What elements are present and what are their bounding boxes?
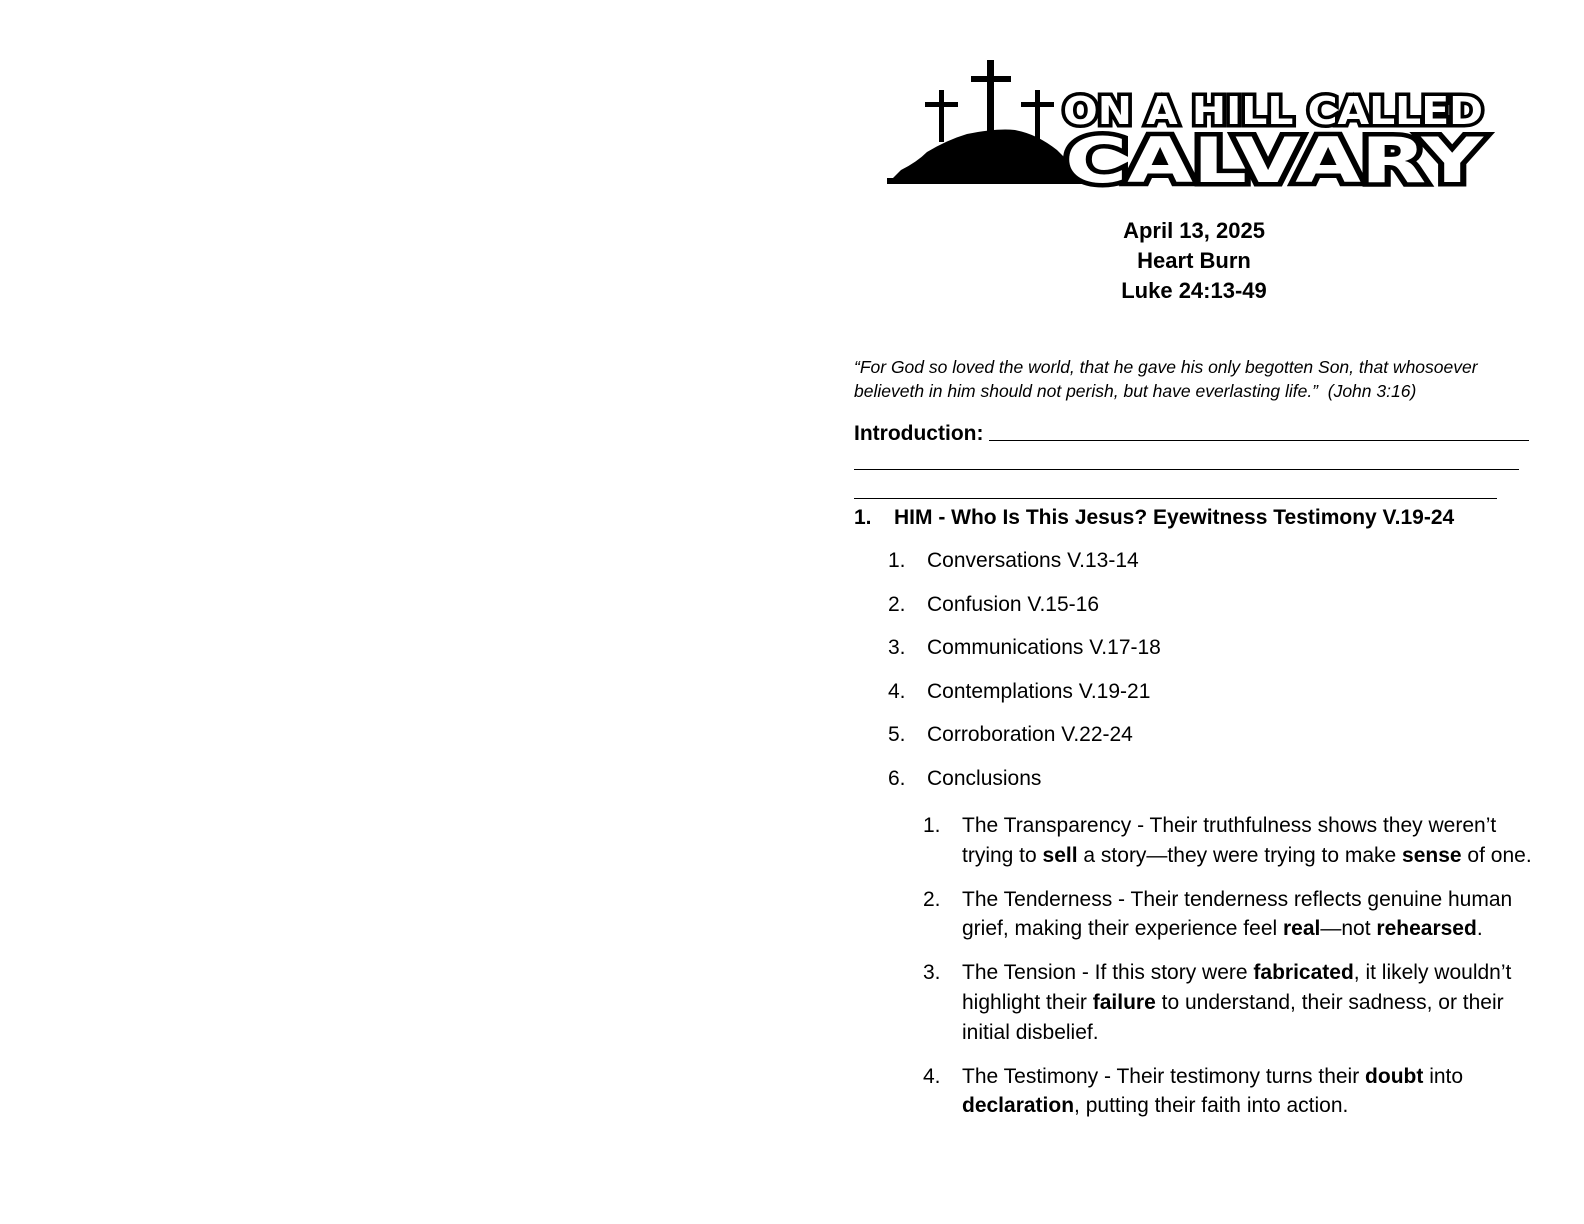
conclusions-list <box>923 811 1533 1135</box>
bulletin-page <box>792 0 1584 1224</box>
fill-in-line <box>989 440 1529 441</box>
introduction-block <box>854 418 1529 446</box>
fill-in-line <box>854 469 1519 470</box>
section-number: 1. <box>854 506 872 529</box>
list-item: 3. Communications V.17-18 <box>888 636 1161 660</box>
verse-text: “For God so loved the world, that he gave his only begotten Son, that whosoever believeth in him should not perish, but have everlasting life.” <box>854 357 1478 401</box>
list-item: 5. Corroboration V.22-24 <box>888 723 1133 747</box>
calvary-logo <box>887 58 1495 190</box>
fill-in-line <box>854 498 1497 499</box>
introduction-label: Introduction: <box>854 422 984 445</box>
logo-line1: ON A HILL CALLED <box>1063 89 1483 133</box>
logo-line2: CALVARY <box>1065 124 1485 190</box>
sermon-header <box>798 216 1584 306</box>
verse-reference: (John 3:16) <box>1327 380 1417 401</box>
sermon-title: Heart Burn <box>1137 248 1251 273</box>
section-title: HIM - Who Is This Jesus? Eyewitness Testimony V.19-24 <box>894 506 1455 529</box>
featured-verse <box>854 356 1534 403</box>
list-item: 1. The Transparency - Their truthfulness shows they weren’t trying to sell a story—they were trying to make sense of one. <box>923 814 1532 867</box>
sermon-scripture: Luke 24:13-49 <box>1121 278 1267 303</box>
list-item: 4. The Testimony - Their testimony turns their doubt into declaration, putting their faith into action. <box>923 1064 1464 1118</box>
sermon-date: April 13, 2025 <box>1123 218 1265 243</box>
section-heading <box>854 506 1554 530</box>
list-item: 1. Conversations V.13-14 <box>888 549 1139 572</box>
list-item: 6. Conclusions <box>888 766 1042 790</box>
point-list <box>888 549 1528 811</box>
list-item: 3. The Tension - If this story were fabricated, it likely wouldn’t highlight their failure to understand, their sadness, or their initial disbelief. <box>923 961 1512 1044</box>
list-item: 4. Contemplations V.19-21 <box>888 679 1151 703</box>
list-item: 2. The Tenderness - Their tenderness reflects genuine human grief, making their experience feel real—not rehearsed. <box>923 887 1513 941</box>
three-crosses-hill-icon <box>887 58 1495 190</box>
list-item: 2. Confusion V.15-16 <box>888 592 1100 616</box>
